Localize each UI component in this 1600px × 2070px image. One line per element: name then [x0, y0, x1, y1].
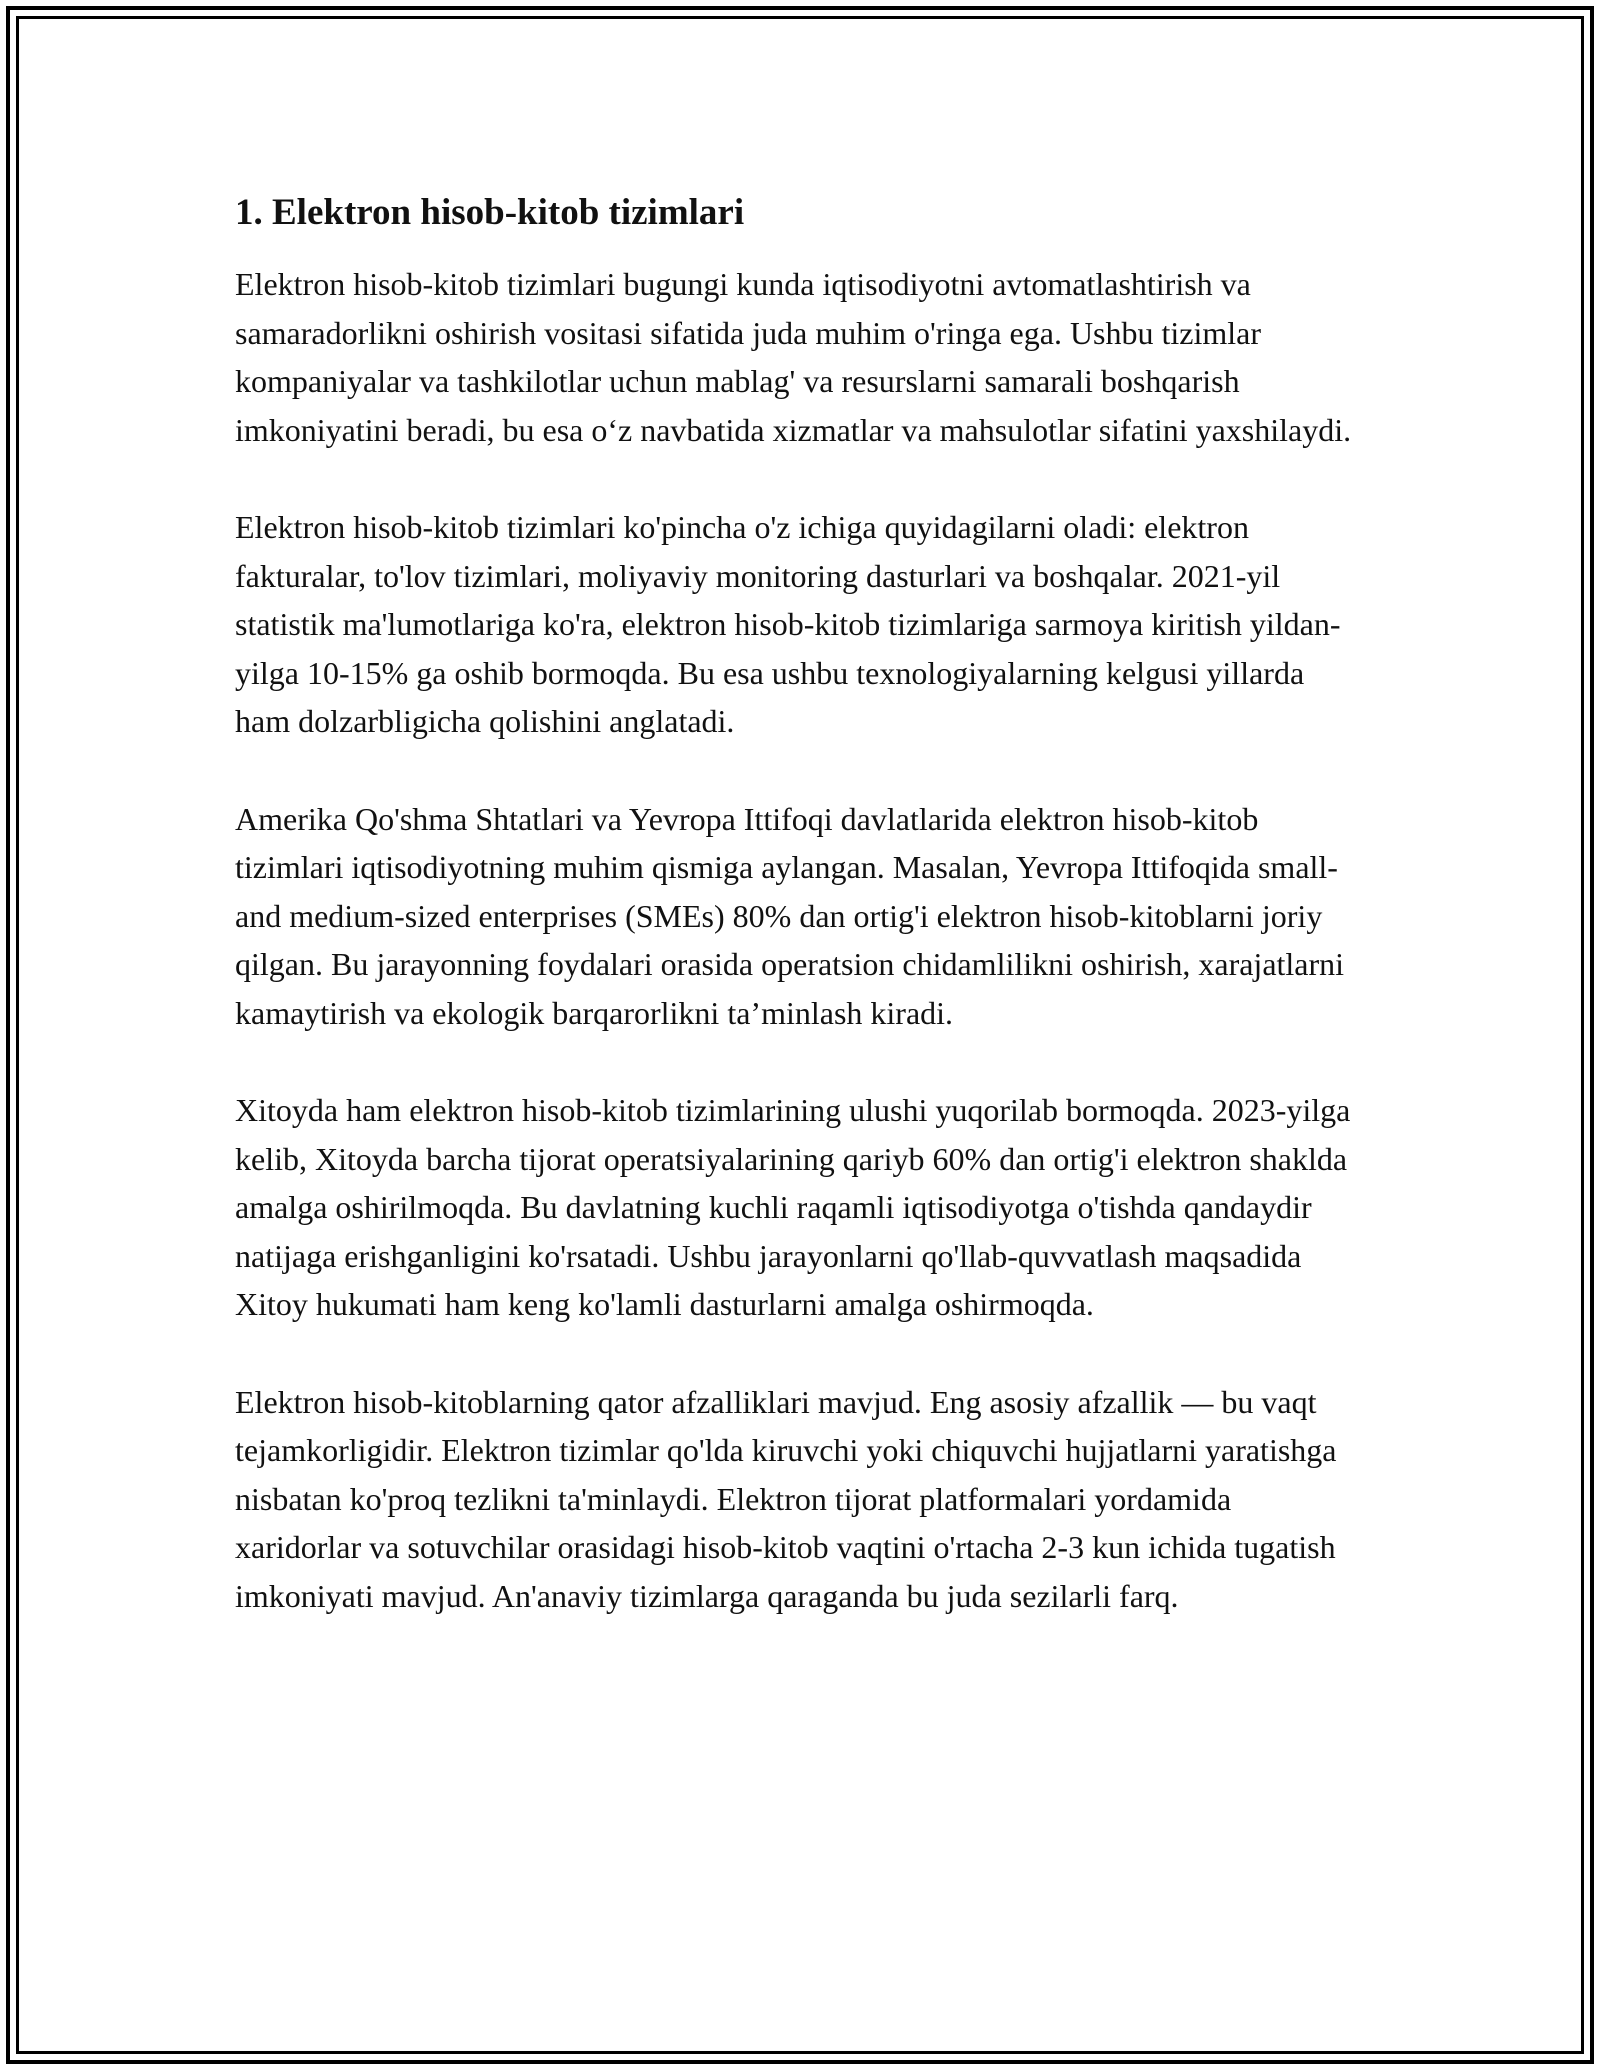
paragraph-4: Xitoyda ham elektron hisob-kitob tizimlarining ulushi yuqorilab bormoqda. 2023-yilga kelib, Xitoyda barcha tijorat operatsiyalarining qariyb 60% dan ortig'i elektron shaklda amalga oshirilmoqda. Bu davlatning kuchli raqamli iqtisodiyotga o'tishda qandaydir natijaga erishganligini ko'rsatadi. Ushbu jarayonlarni qo'llab-quvvatlash maqsadida Xitoy hukumati ham keng ko'lamli dasturlarni amalga oshirmoqda.: [235, 1092, 1351, 1322]
paragraph-5: Elektron hisob-kitoblarning qator afzalliklari mavjud. Eng asosiy afzallik — bu vaqt tejamkorligidir. Elektron tizimlar qo'lda kiruvchi yoki chiquvchi hujjatlarni yaratishga nisbatan ko'proq tezlikni ta'minlaydi. Elektron tijorat platformalari yordamida xaridorlar va sotuvchilar orasidagi hisob-kitob vaqtini o'rtacha 2-3 kun ichida tugatish imkoniyati mavjud. An'anaviy tizimlarga qaraganda bu juda sezilarli farq.: [235, 1383, 1337, 1614]
paragraph-3: Amerika Qo'shma Shtatlari va Yevropa Ittifoqi davlatlarida elektron hisob-kitob tizimlari iqtisodiyotning muhim qismiga aylangan. Masalan, Yevropa Ittifoqida small- and medium-sized enterprises (SMEs) 80% dan ortig'i elektron hisob-kitoblarni joriy qilgan. Bu jarayonning foydalari orasida operatsion chidamlilikni oshirish, xarajatlarni kamaytirish va ekologik barqarorlikni ta’minlash kiradi.: [235, 800, 1345, 1031]
document-body: [235, 186, 1365, 1669]
section-title: 1. Elektron hisob-kitob tizimlari: [235, 192, 745, 233]
paragraph-2: Elektron hisob-kitob tizimlari ko'pincha o'z ichiga quyidagilarni oladi: elektron fakturalar, to'lov tizimlari, moliyaviy monitoring dasturlari va boshqalar. 2021-yil statistik ma'lumotlariga ko'ra, elektron hisob-kitob tizimlariga sarmoya kiritish yildan-yilga 10-15% ga oshib bormoqda. Bu esa ushbu texnologiyalarning kelgusi yillarda ham dolzarbligicha qolishini anglatadi.: [235, 509, 1341, 739]
paragraph-1: Elektron hisob-kitob tizimlari bugungi kunda iqtisodiyotni avtomatlashtirish va samaradorlikni oshirish vositasi sifatida juda muhim o'ringa ega. Ushbu tizimlar kompaniyalar va tashkilotlar uchun mablag' va resurslarni samarali boshqarish imkoniyatini beradi, bu esa o‘z navbatida xizmatlar va mahsulotlar sifatini yaxshilaydi.: [235, 266, 1352, 448]
